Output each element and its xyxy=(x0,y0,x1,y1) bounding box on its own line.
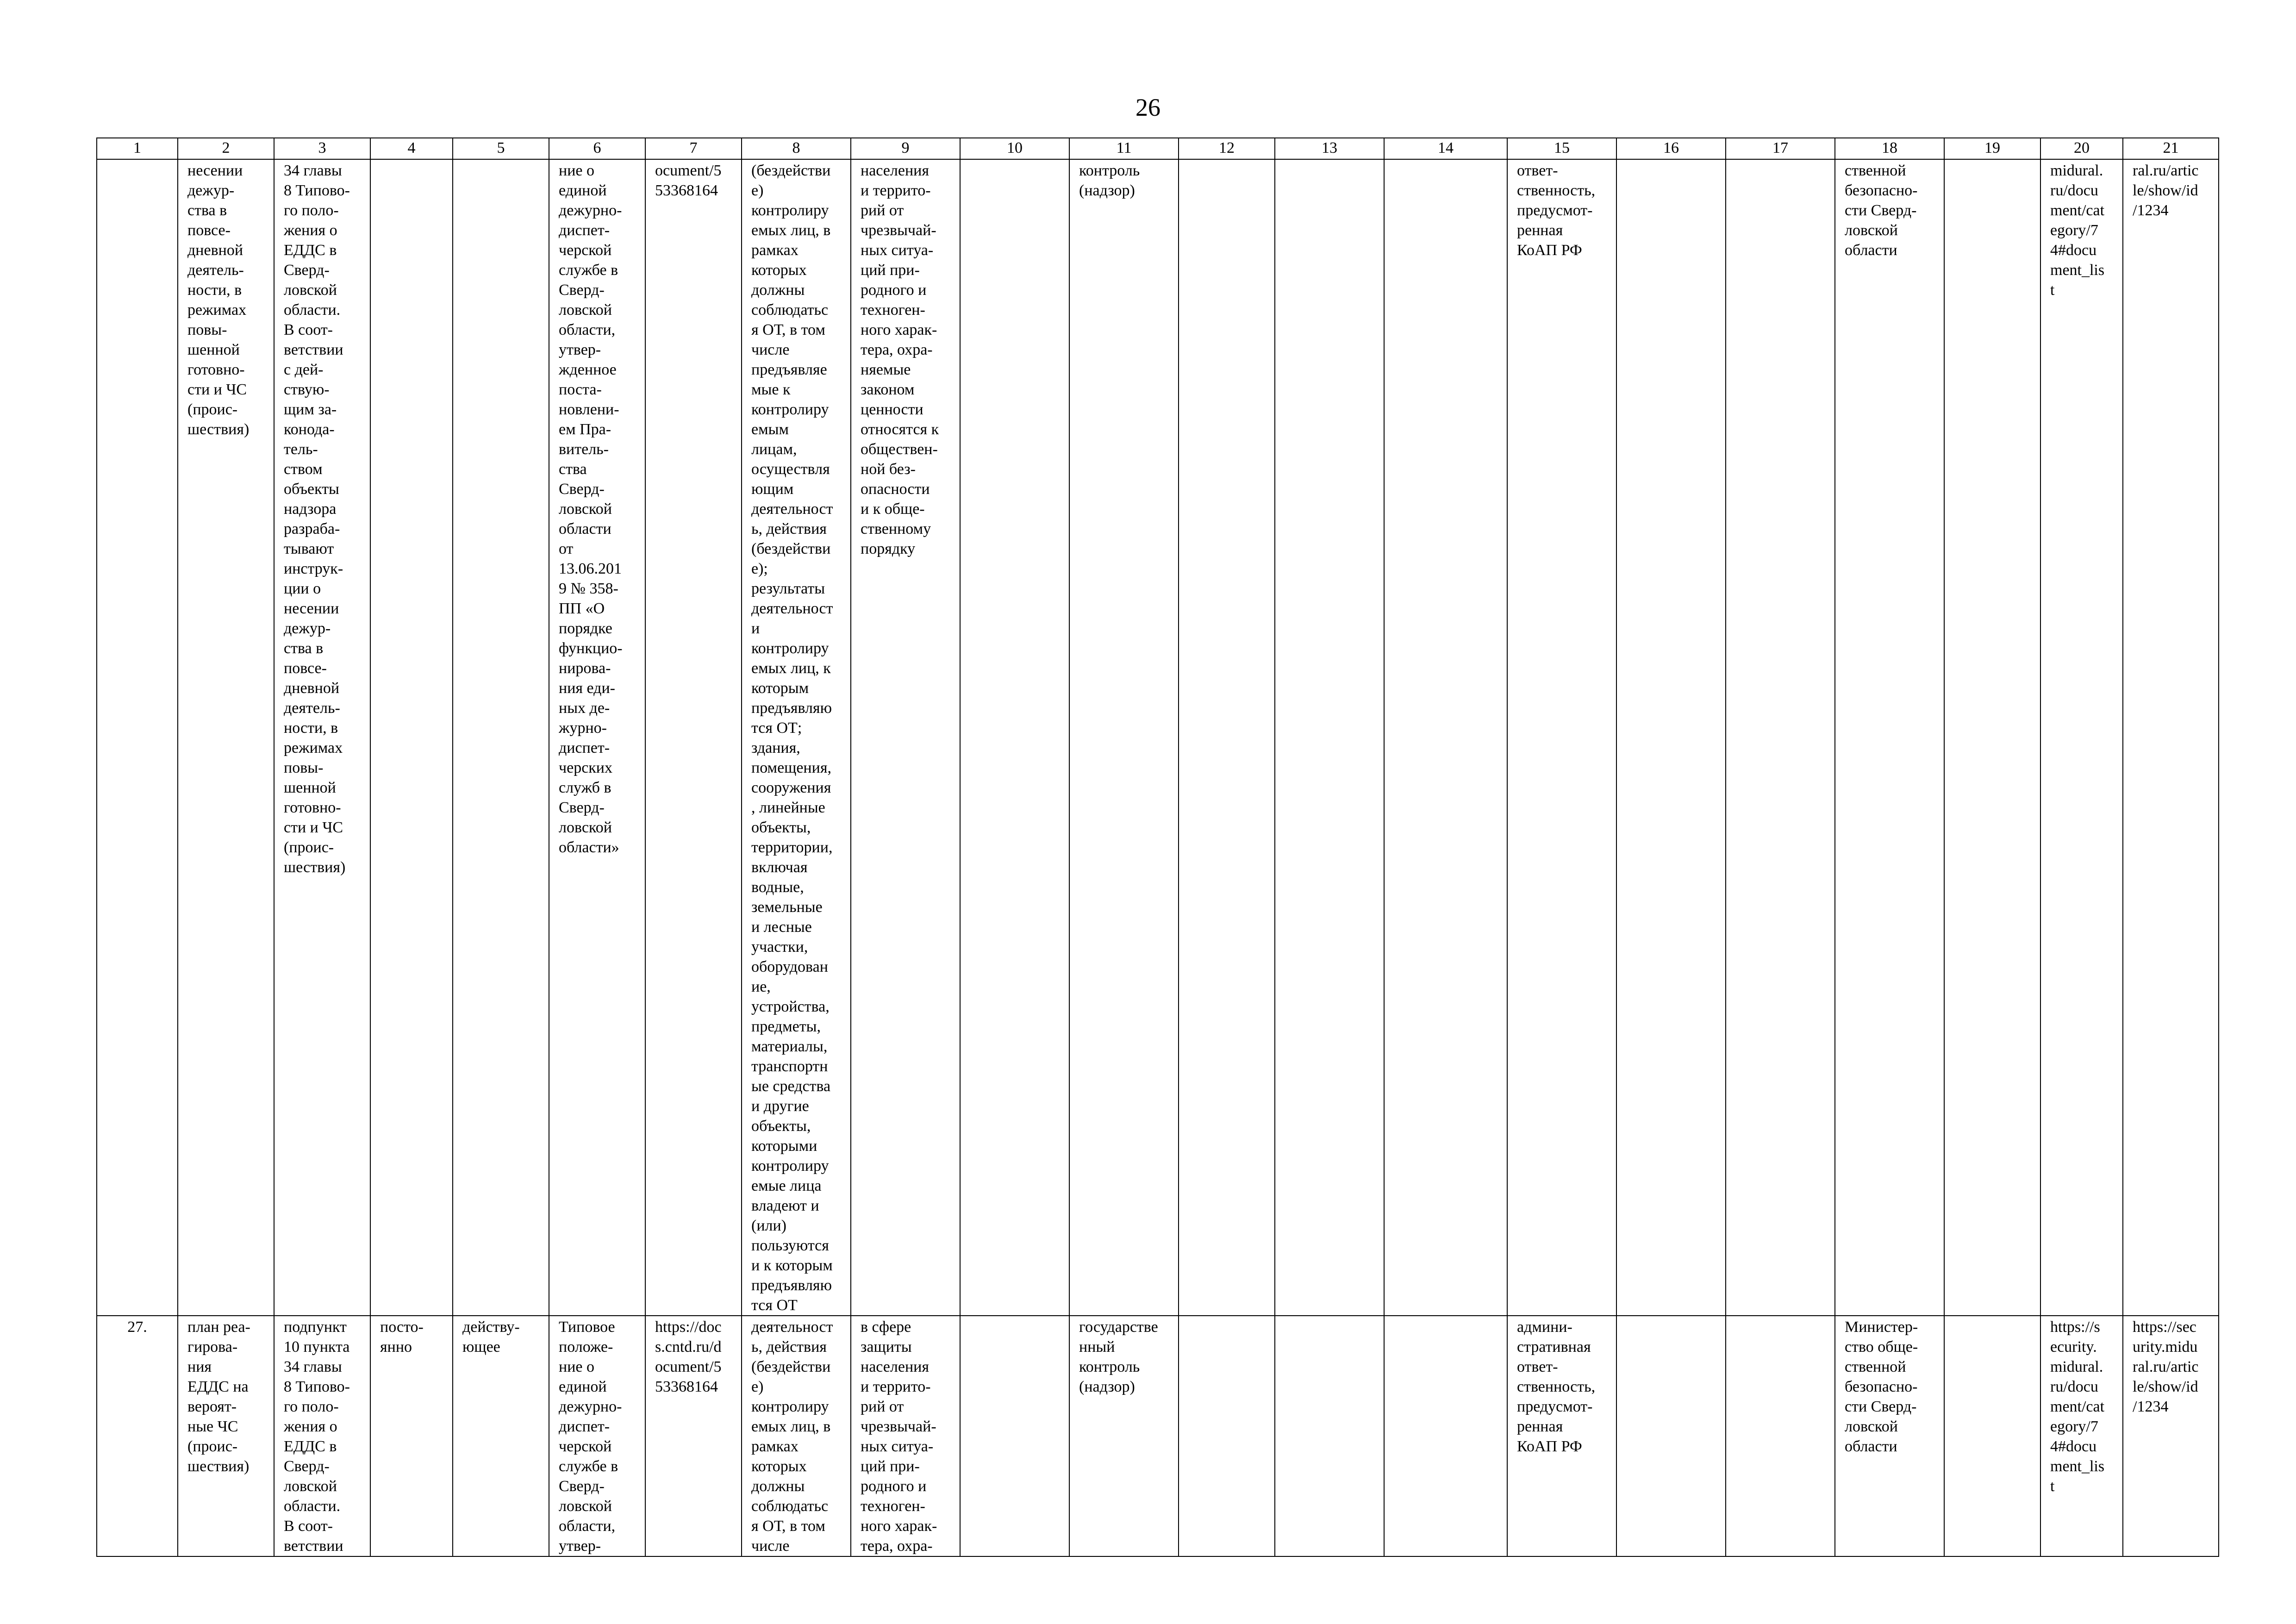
cell-text: 34 главы 8 Типово- го поло- жения о ЕДДС в Сверд- ловской области. В соот- ветствии с дей- ствую- щим за- конода- тель- ством объекты надзора разраба- тывают инструк- ции о несении дежур- ства в повсе- дневной деятель- ности, в режимах повы- шенной готовно- сти и ЧС (проис- шествия) xyxy=(284,162,350,876)
page-number: 26 xyxy=(1136,94,1160,121)
column-number-cell: 1 xyxy=(97,138,178,159)
cell-text: ral.ru/artic le/show/id /1234 xyxy=(2133,162,2199,219)
cell-text: ственной безопасно- сти Сверд- ловской области xyxy=(1845,162,1918,259)
cell-text: государстве нный контроль (надзор) xyxy=(1079,1318,1158,1395)
cell-text: деятельност ь, действия (бездействи е) контролиру емых лиц, в рамках которых должны соблюдатьс я ОТ, в том числе xyxy=(751,1318,833,1555)
table-cell xyxy=(97,159,178,1316)
column-number-cell: 14 xyxy=(1384,138,1507,159)
table-cell xyxy=(960,159,1069,1316)
table-row xyxy=(97,159,2219,1316)
table-cell xyxy=(2123,1316,2219,1556)
cell-text: действу- ющее xyxy=(462,1318,520,1355)
column-number-cell: 20 xyxy=(2040,138,2123,159)
table-cell xyxy=(742,159,851,1316)
column-number-cell: 12 xyxy=(1179,138,1275,159)
table-cell xyxy=(851,1316,960,1556)
column-number-cell: 11 xyxy=(1069,138,1179,159)
column-number-cell: 6 xyxy=(549,138,645,159)
cell-text: посто- янно xyxy=(380,1318,424,1355)
cell-text: https://doc s.cntd.ru/d ocument/5 53368164 xyxy=(655,1318,722,1395)
table-cell xyxy=(1944,1316,2040,1556)
table-cell xyxy=(742,1316,851,1556)
table-cell xyxy=(1507,159,1616,1316)
cell-text: ocument/5 53368164 xyxy=(655,162,722,199)
cell-text: Министер- ство обще- ственной безопасно- сти Сверд- ловской области xyxy=(1845,1318,1918,1455)
table-row xyxy=(97,1316,2219,1556)
cell-text: в сфере защиты населения и террито- рий от чрезвычай- ных ситуа- ций при- родного и техноген- ного харак- тера, охра- xyxy=(861,1318,937,1555)
column-number-cell: 7 xyxy=(645,138,742,159)
table-cell xyxy=(453,159,549,1316)
cell-text: подпункт 10 пункта 34 главы 8 Типово- го поло- жения о ЕДДС в Сверд- ловской области. В соот- ветствии xyxy=(284,1318,350,1555)
table-cell xyxy=(97,1316,178,1556)
table-cell xyxy=(851,159,960,1316)
cell-text: midural. ru/docu ment/cat egory/7 4#docu ment_lis t xyxy=(2050,162,2105,299)
column-number-cell: 15 xyxy=(1507,138,1616,159)
table-cell xyxy=(1275,159,1384,1316)
cell-text: админи- стративная ответ- ственность, предусмот- ренная КоАП РФ xyxy=(1517,1318,1596,1455)
column-number-cell: 16 xyxy=(1616,138,1726,159)
table-cell xyxy=(1179,1316,1275,1556)
column-number-cell: 9 xyxy=(851,138,960,159)
cell-text: ние о единой дежурно- диспет- черской службе в Сверд- ловской области, утвер- жденное поста- новлени- ем Пра- витель- ства Сверд- ловской области от 13.06.201 9 № 358- ПП «О порядке функцио- нирова- ния еди- ных де- журно- диспет- черских служб в Сверд- ловской области» xyxy=(559,162,623,856)
table-cell xyxy=(1616,1316,1726,1556)
column-number-cell: 17 xyxy=(1726,138,1835,159)
table-cell xyxy=(274,159,370,1316)
table-cell xyxy=(178,1316,274,1556)
column-number-cell: 10 xyxy=(960,138,1069,159)
table-cell xyxy=(1384,159,1507,1316)
table-cell xyxy=(178,159,274,1316)
column-number-cell: 19 xyxy=(1944,138,2040,159)
table-cell xyxy=(1726,159,1835,1316)
column-number-cell: 2 xyxy=(178,138,274,159)
table-cell xyxy=(274,1316,370,1556)
table-cell xyxy=(1944,159,2040,1316)
cell-text: контроль (надзор) xyxy=(1079,162,1140,199)
table-cell xyxy=(960,1316,1069,1556)
cell-text: https://s ecurity. midural. ru/docu ment/cat egory/7 4#docu ment_lis t xyxy=(2050,1318,2105,1495)
table-cell xyxy=(1835,159,1944,1316)
column-number-cell: 4 xyxy=(370,138,453,159)
cell-text: (бездействи е) контролиру емых лиц, в рамках которых должны соблюдатьс я ОТ, в том числе предъявляе мые к контролиру емым лицам, осуществля ющим деятельност ь, действия (бездействи е); результаты деятельност и контролиру емых лиц, к которым предъявляю тся ОТ; здания, помещения, сооружения , линейные объекты, территории, включая водные, земельные и лесные участки, оборудован ие, устройства, предметы, материалы, транспортн ые средства и другие объекты, которыми контролиру емые лица владеют и (или) пользуются и к которым предъявляю тся ОТ xyxy=(751,162,833,1314)
table-cell xyxy=(1384,1316,1507,1556)
cell-text: несении дежур- ства в повсе- дневной деятель- ности, в режимах повы- шенной готовно- сти и ЧС (проис- шествия) xyxy=(187,162,250,438)
column-number-cell: 13 xyxy=(1275,138,1384,159)
cell-text: ответ- ственность, предусмот- ренная КоАП РФ xyxy=(1517,162,1596,259)
table-cell xyxy=(1616,159,1726,1316)
table-cell xyxy=(549,159,645,1316)
column-number-cell: 8 xyxy=(742,138,851,159)
table-cell xyxy=(1275,1316,1384,1556)
table-cell xyxy=(370,1316,453,1556)
column-number-cell: 18 xyxy=(1835,138,1944,159)
table-cell xyxy=(1835,1316,1944,1556)
column-number-cell: 21 xyxy=(2123,138,2219,159)
table-cell xyxy=(645,159,742,1316)
registry-table xyxy=(96,137,2219,1557)
cell-text: 27. xyxy=(127,1318,147,1336)
cell-text: план реа- гирова- ния ЕДДС на вероят- ные ЧС (проис- шествия) xyxy=(187,1318,250,1475)
cell-text: https://sec urity.midu ral.ru/artic le/show/id /1234 xyxy=(2133,1318,2199,1415)
table-cell xyxy=(2040,159,2123,1316)
cell-text: населения и террито- рий от чрезвычай- ных ситуа- ций при- родного и техноген- ного харак- тера, охра- няемые законом ценности относятся к обществен- ной без- опасности и к обще- ственному порядку xyxy=(861,162,939,557)
table-cell xyxy=(549,1316,645,1556)
table-cell xyxy=(453,1316,549,1556)
table-cell xyxy=(1069,1316,1179,1556)
table-cell xyxy=(1179,159,1275,1316)
column-number-cell: 3 xyxy=(274,138,370,159)
table-cell xyxy=(2040,1316,2123,1556)
table-cell xyxy=(1507,1316,1616,1556)
cell-text: Типовое положе- ние о единой дежурно- диспет- черской службе в Сверд- ловской области, утвер- xyxy=(559,1318,622,1555)
table-cell xyxy=(1069,159,1179,1316)
table-cell xyxy=(645,1316,742,1556)
column-number-row xyxy=(97,138,2219,159)
table-cell xyxy=(370,159,453,1316)
column-number-cell: 5 xyxy=(453,138,549,159)
table-cell xyxy=(2123,159,2219,1316)
table-cell xyxy=(1726,1316,1835,1556)
